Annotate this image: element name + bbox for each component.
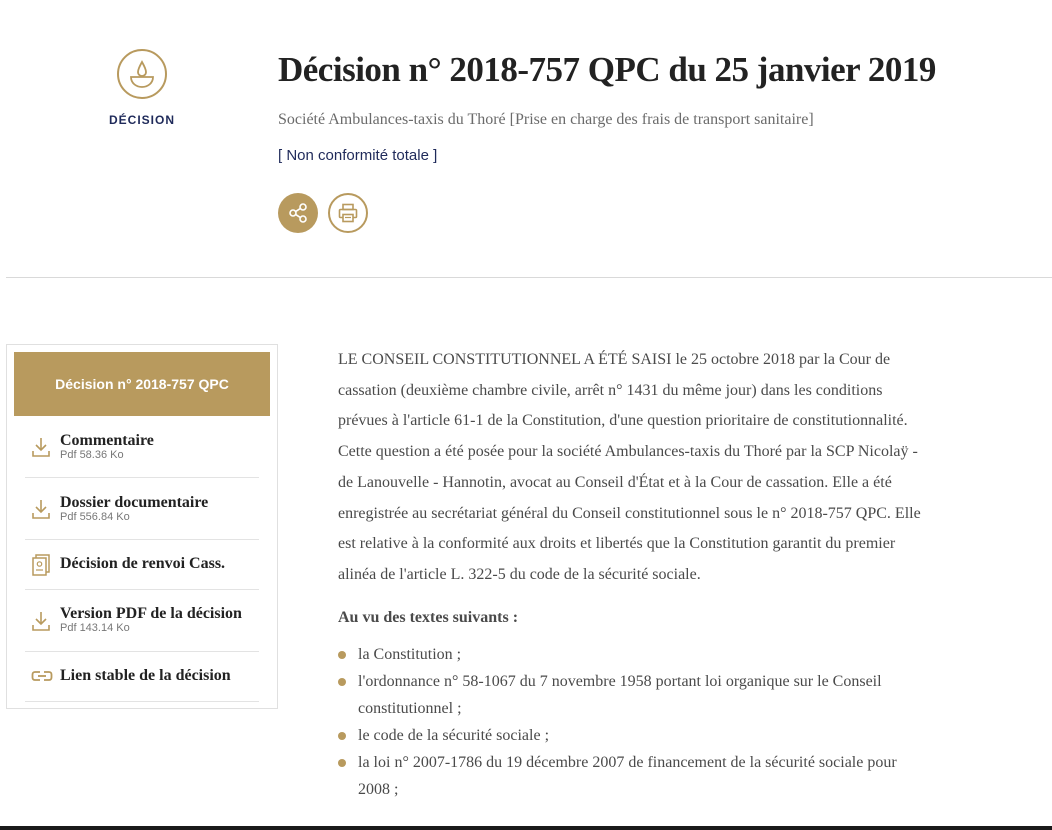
sidebar-item-size: Pdf 58.36 Ko <box>60 449 124 461</box>
download-icon <box>31 436 51 458</box>
list-item <box>338 722 968 749</box>
logo-label: DÉCISION <box>108 113 175 127</box>
paragraph-line: alinéa de l'article L. 322-5 du code de la sécurité sociale. <box>338 565 701 583</box>
section-heading: Au vu des textes suivants : <box>338 608 519 626</box>
paragraph-line: est relative à la conformité aux droits et libertés que la Constitution garantit du premier <box>338 535 896 553</box>
share-button[interactable] <box>278 193 318 233</box>
drop-bowl-icon <box>117 49 167 99</box>
list-item-text: 2008 ; <box>358 780 399 798</box>
share-icon <box>287 202 309 224</box>
window-bottom-edge <box>0 826 1052 830</box>
sidebar-item-dossier[interactable] <box>25 478 259 540</box>
page-title: Décision n° 2018-757 QPC du 25 janvier 2019 <box>278 50 936 89</box>
bullet-dot <box>338 732 346 740</box>
document-icon <box>31 553 51 577</box>
list-item <box>338 668 968 722</box>
sidebar-item-size: Pdf 556.84 Ko <box>60 511 130 523</box>
list-item <box>338 749 968 803</box>
sidebar-item-version-pdf[interactable] <box>25 590 259 652</box>
list-item-text: l'ordonnance n° 58-1067 du 7 novembre 1958 portant loi organique sur le Conseil <box>358 672 882 690</box>
download-icon <box>31 498 51 520</box>
sidebar-item-label: Version PDF de la décision <box>60 605 242 622</box>
sidebar-item-label: Dossier documentaire <box>60 494 209 511</box>
texts-list <box>338 641 968 803</box>
decision-logo <box>94 49 190 127</box>
page-subtitle: Société Ambulances-taxis du Thoré [Prise en charge des frais de transport sanitaire] <box>278 111 814 128</box>
sidebar-header[interactable]: Décision n° 2018-757 QPC <box>14 352 270 416</box>
sidebar-item-size: Pdf 143.14 Ko <box>60 622 130 634</box>
link-icon <box>31 669 53 683</box>
bullet-dot <box>338 678 346 686</box>
print-icon <box>337 202 359 224</box>
paragraph-line: LE CONSEIL CONSTITUTIONNEL A ÉTÉ SAISI le 25 octobre 2018 par la Cour de <box>338 351 891 368</box>
paragraph-line: de Lanouvelle - Hannotin, avocat au Conseil d'État et à la Cour de cassation. Elle a été <box>338 473 892 491</box>
sidebar-item-label: Décision de renvoi Cass. <box>60 555 226 572</box>
sidebar-item-lien-stable[interactable] <box>25 652 259 702</box>
list-item-text: constitutionnel ; <box>358 699 462 717</box>
paragraph-line: Cette question a été posée pour la société Ambulances-taxis du Thoré par la SCP Nicolaÿ - <box>338 443 918 461</box>
decision-content <box>338 345 968 803</box>
sidebar-item-commentaire[interactable] <box>25 416 259 478</box>
sidebar-item-renvoi[interactable] <box>25 540 259 590</box>
list-item-text: la Constitution ; <box>358 645 462 663</box>
list-item <box>338 641 968 668</box>
sidebar-item-label: Commentaire <box>60 432 154 449</box>
bullet-dot <box>338 759 346 767</box>
download-icon <box>31 610 51 632</box>
header-divider <box>6 277 1052 278</box>
intro-paragraph <box>338 345 968 591</box>
list-item-text: la loi n° 2007-1786 du 19 décembre 2007 de financement de la sécurité sociale pour <box>358 753 897 771</box>
paragraph-line: enregistrée au secrétariat général du Conseil constitutionnel sous le n° 2018-757 QPC. Elle <box>338 504 921 522</box>
paragraph-line: prévues à l'article 61-1 de la Constitution, d'une question prioritaire de constitutionnalité. <box>338 412 908 430</box>
bullet-dot <box>338 651 346 659</box>
documents-sidebar <box>6 344 278 709</box>
status-badge: [ Non conformité totale ] <box>278 147 438 164</box>
print-button[interactable] <box>328 193 368 233</box>
sidebar-item-label: Lien stable de la décision <box>60 667 231 684</box>
paragraph-line: cassation (deuxième chambre civile, arrêt n° 1431 du même jour) dans les conditions <box>338 381 883 399</box>
list-item-text: le code de la sécurité sociale ; <box>358 726 550 744</box>
